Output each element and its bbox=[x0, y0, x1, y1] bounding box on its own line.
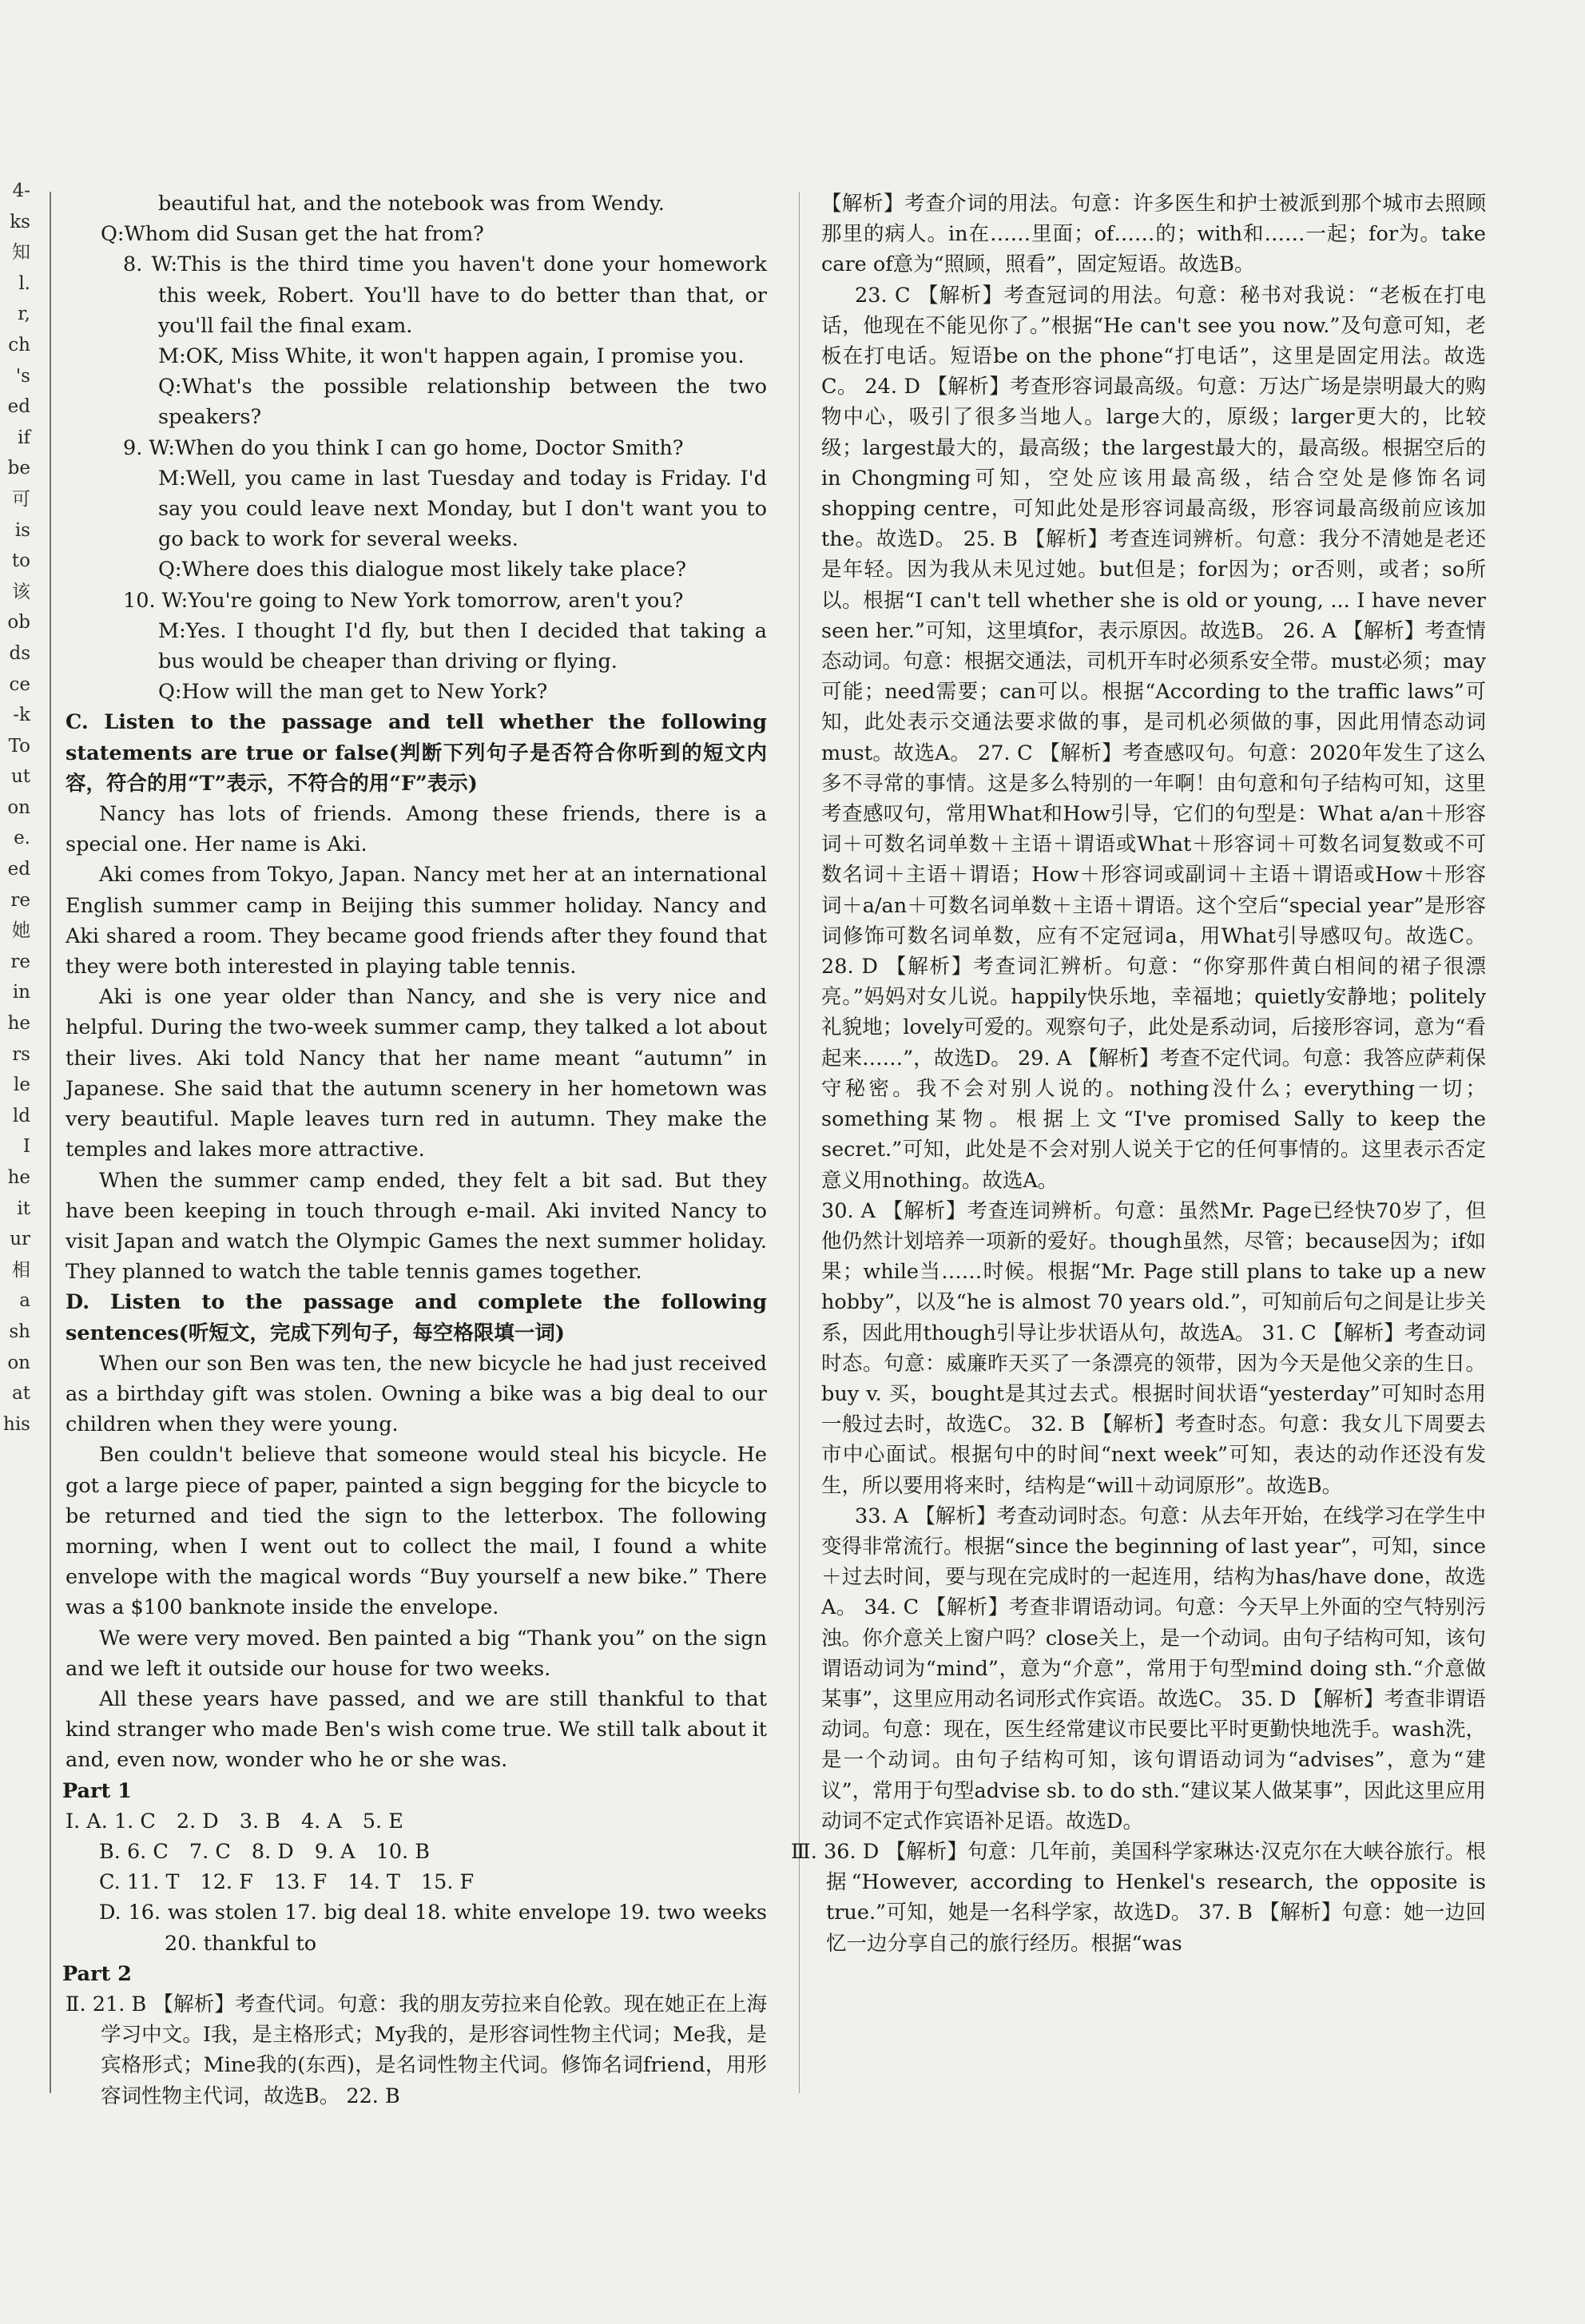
edge-fragment: r, bbox=[18, 304, 30, 325]
edge-fragment: in bbox=[12, 982, 30, 1003]
edge-fragment: ut bbox=[10, 766, 30, 788]
right-column bbox=[791, 189, 1486, 1959]
dialogue-line: M:Yes. I thought I'd fly, but then I decided that taking a bus would be cheaper than driving or flying. bbox=[158, 618, 767, 674]
edge-fragment: he bbox=[7, 1013, 30, 1035]
answers-b bbox=[66, 1837, 767, 1867]
edge-fragment: a bbox=[19, 1290, 30, 1312]
edge-fragment: on bbox=[7, 797, 30, 818]
edge-fragment: 's bbox=[15, 365, 30, 387]
explanations-30-32: 30. A 【解析】考查连词辨析。句意：虽然Mr. Page已经快70岁了，但他仍然计划培养一项新的爱好。though虽然，尽管；because因为；if如果；while当……时候。根据“Mr. Page still plans to take up a new hobby”，以及“he is almost 70 years old.”，可知前后句之间是让步关系，因此用though引导让步状语从句，故选A。 31. C 【解析】考查动词时态。句意：威廉昨天买了一条漂亮的领带，因为今天是他父亲的生日。buy v. 买，bought是其过去式。根据时间状语“yesterday”可知时态用一般过去时，故选C。 32. B 【解析】考查时态。句意：我女儿下周要去市中心面试。根据句中的时间“next week”可知，表达的动作还没有发生，所以要用将来时，结构是“will＋动词原形”。故选B。 bbox=[821, 1198, 1486, 1498]
column-divider bbox=[799, 192, 800, 2093]
answer: 12. F bbox=[200, 1870, 253, 1895]
edge-fragment: ld bbox=[12, 1105, 30, 1126]
edge-fragment: 知 bbox=[12, 242, 30, 264]
answer: 10. B bbox=[375, 1839, 431, 1864]
dialogue-question: Q:Whom did Susan get the hat from? bbox=[101, 222, 484, 247]
edge-fragment: ed bbox=[7, 396, 30, 418]
passage-paragraph: Aki is one year older than Nancy, and she is very nice and helpful. During the two-week summer camp, they talked a lot about their lives. Aki told Nancy that her name meant “autumn” in Japanese. She said that the autumn scenery in her hometown was very beautiful. Maple leaves turn red in autumn. They make the temples and lakes more attractive. bbox=[66, 985, 767, 1162]
answer: 9. A bbox=[314, 1839, 356, 1864]
dialogue-line: M:OK, Miss White, it won't happen again, I promise you. bbox=[158, 344, 745, 369]
edge-fragment: e. bbox=[14, 828, 30, 849]
answer: 3. B bbox=[239, 1809, 280, 1833]
edge-fragment: his bbox=[3, 1413, 30, 1435]
passage-paragraph: Ben couldn't believe that someone would steal his bicycle. He got a large piece of paper, painted a sign begging for the bicycle to be returned and tied the sign to the letterbox. The following morning, when I went out to collect the mail, I found a white envelope with the magical words “Buy yourself a new bike.” There was a $100 banknote inside the envelope. bbox=[66, 1443, 767, 1620]
edge-fragment: is bbox=[14, 519, 30, 541]
part-1-heading: Part 1 bbox=[62, 1778, 132, 1803]
explanations-23-29: 23. C 【解析】考查冠词的用法。句意：秘书对我说：“老板在打电话，他现在不能见你了。”根据“He can't see you now.”及句意可知，老板在打电话。短语be on the phone“打电话”，这里是固定用法。故选C。 24. D 【解析】考查形容词最高级。句意：万达广场是崇明最大的购物中心，吸引了很多当地人。large大的，原级；larger更大的，比较级；largest最大的，最高级；the largest最大的，最高级。根据空后的in Chongming可知，空处应该用最高级，结合空处是修饰名词shopping centre，可知此处是形容词最高级，形容词最高级前应该加the。故选D。 25. B 【解析】考查连词辨析。句意：我分不清她是老还是年轻。因为我从未见过她。but但是；for因为；or否则，或者；so所以。根据“I can't tell whether she is old or young, ... I have never seen her.”可知，这里填for，表示原因。故选B。 26. A 【解析】考查情态动词。句意：根据交通法，司机开车时必须系安全带。must必须；may可能；need需要；can可以。根据“According to the traffic laws”可知，此处表示交通法要求做的事，是司机必须做的事，因此用情态动词must。故选A。 27. C 【解析】考查感叹句。句意：2020年发生了这么多不寻常的事情。这是多么特别的一年啊！由句意和句子结构可知，这里考查感叹句，常用What和How引导，它们的句型是：What a/an＋形容词＋可数名词单数＋主语＋谓语或What＋形容词＋可数名词复数或不可数名词＋主语＋谓语；How＋形容词或副词＋主语＋谓语或How＋形容词＋a/an＋可数名词单数＋主语＋谓语。这个空后“special year”是形容词修饰可数名词单数，应有不定冠词a，用What引导感叹句。故选C。 28. D 【解析】考查词汇辨析。句意：“你穿那件黄白相间的裙子很漂亮。”妈妈对女儿说。happily快乐地，幸福地；quietly安静地；politely礼貌地；lovely可爱的。观察句子，此处是系动词，后接形容词，意为“看起来……”，故选D。 29. A 【解析】考查不定代词。句意：我答应萨莉保守秘密。我不会对别人说的。nothing没什么；everything一切；something某物。根据上文“I've promised Sally to keep the secret.”可知，此处是不会对别人说关于它的任何事情的。这里表示否定意义用nothing。故选A。 bbox=[821, 283, 1486, 1193]
edge-fragment: ch bbox=[8, 334, 30, 356]
edge-fragment: le bbox=[14, 1075, 30, 1096]
passage-paragraph: When the summer camp ended, they felt a bit sad. But they have been keeping in touch through e-mail. Aki invited Nancy to visit Japan and watch the Olympic Games the next summer holiday. They planned to watch the table tennis games together. bbox=[66, 1168, 767, 1285]
edge-fragment: re bbox=[10, 951, 30, 972]
part-2-heading: Part 2 bbox=[62, 1961, 132, 1986]
answer: 4. A bbox=[300, 1809, 342, 1833]
edge-fragment: sh bbox=[9, 1321, 30, 1342]
edge-fragment: be bbox=[7, 458, 30, 479]
dialogue-item-10: 10. W:You're going to New York tomorrow, aren't you? bbox=[123, 588, 684, 613]
edge-fragment: ce bbox=[9, 673, 30, 695]
passage-paragraph: Aki comes from Tokyo, Japan. Nancy met her at an international English summer camp in Beijing this summer holiday. Nancy and Aki shared a room. They became good friends after they found that they were both interested in playing table tennis. bbox=[66, 863, 767, 979]
edge-fragment: at bbox=[12, 1383, 30, 1404]
passage-paragraph: Nancy has lots of friends. Among these friends, there is a special one. Her name is Aki. bbox=[66, 802, 767, 857]
edge-fragment: 可 bbox=[12, 488, 30, 510]
edge-fragment: ed bbox=[7, 859, 30, 880]
edge-fragment: it bbox=[17, 1198, 30, 1219]
passage-paragraph: All these years have passed, and we are still thankful to that kind stranger who made Ben's wish come true. We still talk about it and, even now, wonder who he or she was. bbox=[66, 1686, 767, 1773]
edge-fragment: rs bbox=[12, 1043, 30, 1065]
dialogue-question: Q:Where does this dialogue most likely take place? bbox=[158, 558, 687, 582]
edge-fragment: To bbox=[8, 735, 30, 757]
edge-fragment: if bbox=[18, 427, 30, 448]
answer: B. 6. C bbox=[99, 1839, 169, 1864]
edge-fragment: he bbox=[7, 1167, 30, 1188]
section-d-heading: D. Listen to the passage and complete the following sentences(听短文，完成下列句子，每空格限填一词) bbox=[66, 1290, 767, 1345]
answer: 2. D bbox=[176, 1809, 219, 1833]
edge-fragment: ds bbox=[9, 642, 30, 664]
answers-c bbox=[66, 1867, 767, 1897]
edge-fragment: 4- bbox=[12, 181, 30, 201]
edge-fragment: 她 bbox=[12, 920, 30, 942]
adjacent-page-edge bbox=[0, 176, 34, 2109]
edge-fragment: re bbox=[10, 889, 30, 911]
answer: 14. T bbox=[348, 1870, 400, 1895]
edge-fragment: ur bbox=[10, 1229, 30, 1250]
answers-a bbox=[66, 1806, 767, 1837]
answer: 5. E bbox=[362, 1809, 403, 1833]
answer: 7. C bbox=[189, 1839, 231, 1864]
explanations-36-37: Ⅲ. 36. D 【解析】句意：几年前，美国科学家琳达·汉克尔在大峡谷旅行。根据“However, according to Henkel's research, the opposite is true.”可知，她是一名科学家，故选D。 37. B 【解析】句意：她一边回忆一边分享自己的旅行经历。根据“was bbox=[791, 1839, 1486, 1956]
passage-paragraph: When our son Ben was ten, the new bicycle he had just received as a birthday gift was stolen. Owning a bike was a big deal to our children when they were young. bbox=[66, 1351, 767, 1437]
dialogue-question: Q:What's the possible relationship between the two speakers? bbox=[158, 375, 767, 430]
dialogue-item-9: 9. W:When do you think I can go home, Doctor Smith? bbox=[123, 435, 684, 460]
edge-fragment: 该 bbox=[12, 581, 30, 602]
answers-d: D. 16. was stolen 17. big deal 18. white envelope 19. two weeks 20. thankful to bbox=[99, 1901, 767, 1956]
answer: 13. F bbox=[273, 1870, 328, 1895]
edge-fragment: to bbox=[11, 550, 30, 572]
explanations-33-35: 33. A 【解析】考查动词时态。句意：从去年开始，在线学习在学生中变得非常流行。根据“since the beginning of last year”，可知，since＋过去时间，要与现在完成时的一起连用，结构为has/have done，故选A。 34. C 【解析】考查非谓语动词。句意：今天早上外面的空气特别污浊。你介意关上窗户吗？close关上，是一个动词。由句子结构可知，该句谓语动词为“mind”，意为“介意”，常用于句型mind doing sth.“介意做某事”，这里应用动名词形式作宾语。故选C。 35. D 【解析】考查非谓语动词。句意：现在，医生经常建议市民要比平时更勤快地洗手。wash洗，是一个动词。由句子结构可知，该句谓语动词为“advises”，意为“建议”，常用于句型advise sb. to do sth.“建议某人做某事”，因此这里应用动词不定式作宾语补足语。故选D。 bbox=[821, 1504, 1486, 1833]
edge-fragment: l. bbox=[18, 272, 30, 294]
left-column bbox=[62, 189, 767, 2111]
edge-fragment: ob bbox=[7, 612, 30, 634]
answer: Ⅰ. A. 1. C bbox=[66, 1809, 156, 1833]
passage-paragraph: We were very moved. Ben painted a big “Thank you” on the sign and we left it outside our house for two weeks. bbox=[66, 1626, 767, 1681]
dialogue-item-8: 8. W:This is the third time you haven't done your homework this week, Robert. You'll have to do better than that, or you'll fail the final exam. bbox=[123, 252, 767, 338]
edge-fragment: ks bbox=[10, 211, 30, 232]
explanation-22: 【解析】考查介词的用法。句意：许多医生和护士被派到那个城市去照顾那里的病人。in在……里面；of……的；with和……一起；for为。take care of意为“照顾，照看”，固定短语。故选B。 bbox=[821, 192, 1486, 277]
answer: 15. F bbox=[420, 1870, 475, 1895]
answer: 8. D bbox=[251, 1839, 294, 1864]
dialogue-question: Q:How will the man get to New York? bbox=[158, 680, 548, 705]
edge-fragment: -k bbox=[13, 705, 30, 726]
dialogue-line: beautiful hat, and the notebook was from Wendy. bbox=[158, 192, 665, 216]
section-c-heading: C. Listen to the passage and tell whether the following statements are true or false(判断下列句子是否符合你听到的短文内容，符合的用“T”表示，不符合的用“F”表示) bbox=[66, 710, 767, 796]
explanation-21: Ⅱ. 21. B 【解析】考查代词。句意：我的朋友劳拉来自伦敦。现在她正在上海学习中文。I我，是主格形式；My我的，是形容词性物主代词；Me我，是宾格形式；Mine我的(东西)，是名词性物主代词。修饰名词friend，用形容词性物主代词，故选B。 22. B bbox=[66, 1992, 767, 2108]
edge-fragment: on bbox=[7, 1352, 30, 1373]
left-margin-rule bbox=[50, 192, 51, 2093]
edge-fragment: I bbox=[22, 1136, 30, 1158]
answer: C. 11. T bbox=[99, 1870, 180, 1895]
edge-fragment: 相 bbox=[12, 1259, 30, 1281]
dialogue-line: M:Well, you came in last Tuesday and today is Friday. I'd say you could leave next Monday, but I don't want you to go back to work for several weeks. bbox=[158, 466, 767, 552]
